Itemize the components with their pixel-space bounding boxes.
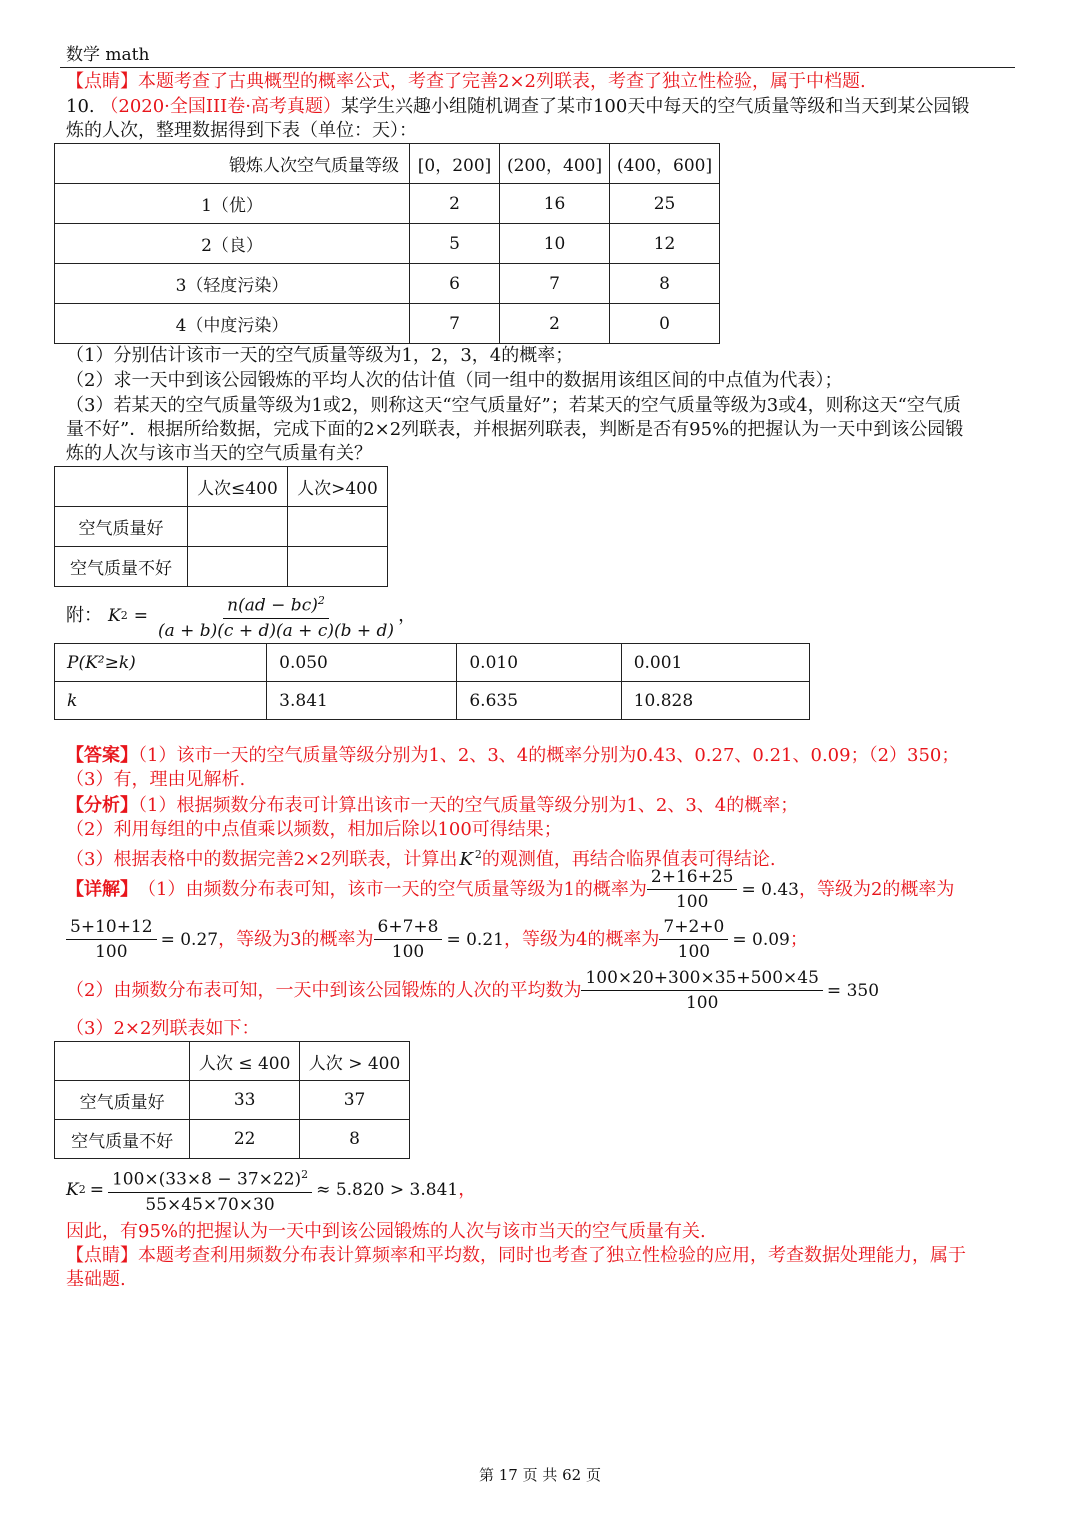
- question-2: （2）求一天中到该公园锻炼的平均人次的估计值（同一组中的数据用该组区间的中点值为代表）；: [66, 370, 843, 391]
- fraction-grade2: $\frac{5+10+12}{100}$: [66, 916, 157, 963]
- table2-col-header: 人次>400: [287, 467, 387, 507]
- table1-cell: 7: [410, 304, 500, 344]
- table1-row-label: 1（优）: [55, 184, 410, 224]
- problem-intro-line2: 炼的人次，整理数据得到下表（单位：天）：: [66, 120, 417, 141]
- fraction-grade3-result: = 0.21: [446, 929, 504, 950]
- table1-cell: 10: [500, 224, 610, 264]
- table2-row-label: 空气质量不好: [55, 547, 188, 587]
- table1-corner-header: 锻炼人次空气质量等级: [55, 144, 410, 184]
- table3-cell: 0.010: [457, 644, 621, 682]
- table1-cell: 5: [410, 224, 500, 264]
- table2-cell: [187, 547, 287, 587]
- table1-col-header: [0，200]: [410, 144, 500, 184]
- table1-row-label: 3（轻度污染）: [55, 264, 410, 304]
- analysis-label: 【分析】: [66, 795, 138, 816]
- problem-intro-line1: [66, 95, 969, 119]
- detail-p2-mid2: ，等级为4的概率为: [503, 928, 660, 950]
- table3-cell: 6.635: [457, 682, 621, 720]
- analysis-text: （1）根据频数分布表可计算出该市一天的空气质量等级分别为1、2、3、4的概率；: [138, 795, 799, 816]
- analysis-line2: （2）利用每组的中点值乘以频数，相加后除以100可得结果；: [66, 819, 562, 840]
- table2-cell: [287, 547, 387, 587]
- detail-p1-text: （1）由频数分布表可知，该市一天的空气质量等级为1的概率为: [138, 878, 647, 900]
- detail-label: 【详解】: [66, 878, 138, 900]
- question-3-line1: （3）若某天的空气质量等级为1或2，则称这天“空气质量好”；若某天的空气质量等级为3或4，则称这天“空气质: [66, 395, 961, 416]
- table4-cell: 22: [190, 1120, 300, 1159]
- table3-row1-label: P(K²≥k): [55, 644, 267, 682]
- formula-suffix: ，: [398, 604, 417, 626]
- formula-denominator: (a + b)(c + d)(a + c)(b + d): [157, 620, 395, 641]
- page-header: 数学 math: [66, 45, 150, 65]
- fraction-grade4: $\frac{7+2+0}{100}$: [659, 916, 728, 963]
- table1-col-header: (400，600]: [610, 144, 720, 184]
- k2-denominator: 55×45×70×30: [145, 1194, 275, 1215]
- answer-text: （1）该市一天的空气质量等级分别为1、2、3、4的概率分别为0.43、0.27、0.21、0.09；（2）350；: [138, 745, 960, 766]
- table4-cell: 8: [300, 1120, 410, 1159]
- table1-row-label: 2（良）: [55, 224, 410, 264]
- detail-p2-end: ；: [789, 928, 808, 950]
- fraction-grade4-result: = 0.09: [732, 929, 790, 950]
- formula-numerator: n(ad − bc)$^2$: [223, 590, 329, 619]
- question-1: （1）分别估计该市一天的空气质量等级为1，2，3，4的概率；: [66, 345, 574, 366]
- table1-cell: 0: [610, 304, 720, 344]
- critical-value-table: [54, 643, 810, 720]
- table1-row-label: 4（中度污染）: [55, 304, 410, 344]
- table1-cell: 2: [410, 184, 500, 224]
- table2-row-label: 空气质量好: [55, 507, 188, 547]
- table4-col-header: 人次 ≤ 400: [190, 1042, 300, 1081]
- table2-col-header: 人次≤400: [187, 467, 287, 507]
- table1-col-header: (200，400]: [500, 144, 610, 184]
- k2-result: ≈ 5.820 > 3.841: [316, 1179, 459, 1200]
- analysis-line1: [66, 794, 798, 818]
- note-line2: 基础题.: [66, 1269, 126, 1290]
- fraction-grade1-result: = 0.43: [741, 879, 799, 900]
- table3-cell: 10.828: [621, 682, 809, 720]
- table1-cell: 6: [410, 264, 500, 304]
- problem-source: （2020·全国III卷·高考真题）: [100, 96, 341, 117]
- problem-intro-text: 某学生兴趣小组随机调查了某市100天中每天的空气质量等级和当天到某公园锻: [340, 96, 970, 117]
- formula-equals: =: [133, 605, 148, 626]
- fraction-mean-result: = 350: [826, 980, 880, 1001]
- analysis-line3-a: （3）根据表格中的数据完善2×2列联表，计算出: [66, 849, 458, 870]
- detail-p1-tail: ，等级为2的概率为: [798, 878, 955, 900]
- table4-cell: 33: [190, 1081, 300, 1120]
- k2-numerator: $100\times(33\times 8 - 37\times 22)^2$: [108, 1164, 312, 1193]
- k2-fraction: [108, 1164, 312, 1216]
- problem-number: 10.: [66, 96, 95, 117]
- detail-line1: [66, 866, 954, 913]
- fraction-grade2-result: = 0.27: [160, 929, 219, 950]
- table4-col-header: 人次 > 400: [300, 1042, 410, 1081]
- frequency-table: [54, 143, 720, 344]
- k2-tail: ，: [458, 1178, 477, 1200]
- detail-line3: [66, 967, 879, 1014]
- table3-row2-label: k: [55, 682, 267, 720]
- contingency-table-filled: [54, 1041, 410, 1159]
- k2-calculation: K 2 = $\frac{100\times(33\times 8 - 37\times 22)^2}{55\times 45\times 70\times 30}$ ≈ 5.820 > 3.841 ，: [66, 1164, 476, 1216]
- question-3-line3: 炼的人次与该市当天的空气质量有关？: [66, 443, 372, 464]
- table3-cell: 0.001: [621, 644, 809, 682]
- table4-cell: 37: [300, 1081, 410, 1120]
- table1-cell: 12: [610, 224, 720, 264]
- k2-formula: [66, 590, 416, 642]
- table4-row-label: 空气质量好: [55, 1081, 190, 1120]
- table3-cell: 0.050: [267, 644, 457, 682]
- table1-cell: 7: [500, 264, 610, 304]
- formula-prefix: 附：: [66, 604, 102, 626]
- detail-p2-mid1: ，等级为3的概率为: [218, 928, 374, 950]
- formula-fraction: [154, 590, 398, 642]
- page-footer: 第 17 页 共 62 页: [478, 1466, 601, 1484]
- conclusion: 因此，有95%的把握认为一天中到该公园锻炼的人次与该市当天的空气质量有关.: [66, 1221, 706, 1242]
- answer-label: 【答案】: [66, 745, 138, 766]
- fraction-grade1: $\frac{2+16+25}{100}$: [647, 866, 738, 913]
- table1-cell: 16: [500, 184, 610, 224]
- formula-lhs: K: [108, 605, 121, 626]
- answer-line1: [66, 744, 959, 768]
- header-divider: [60, 67, 1015, 68]
- table4-corner: [55, 1042, 190, 1081]
- table2-cell: [187, 507, 287, 547]
- table2-cell: [287, 507, 387, 547]
- table1-cell: 2: [500, 304, 610, 344]
- k2-lhs: K: [66, 1179, 79, 1200]
- table1-cell: 8: [610, 264, 720, 304]
- formula-lhs-exponent: 2: [120, 608, 128, 622]
- analysis-line3: （3）根据表格中的数据完善2×2列联表，计算出 K $^2$的观测值，再结合临界值表可得结论.: [66, 848, 776, 870]
- analysis-line3-b: 的观测值，再结合临界值表可得结论.: [481, 849, 776, 870]
- fraction-mean: $\frac{100\times 20+300\times 35+500\times 45}{100}$: [581, 967, 822, 1014]
- detail-p3-text: （2）由频数分布表可知，一天中到该公园锻炼的人次的平均数为: [66, 979, 582, 1001]
- previous-note: 【点睛】本题考查了古典概型的概率公式，考查了完善2×2列联表，考查了独立性检验，属于中档题.: [66, 71, 866, 92]
- table1-cell: 25: [610, 184, 720, 224]
- table3-cell: 3.841: [267, 682, 457, 720]
- detail-line2: [66, 916, 808, 963]
- detail-line4: （3）2×2列联表如下：: [66, 1018, 260, 1039]
- table4-row-label: 空气质量不好: [55, 1120, 190, 1159]
- contingency-table-blank: [54, 466, 388, 587]
- question-3-line2: 量不好”．根据所给数据，完成下面的2×2列联表，并根据列联表，判断是否有95%的把握认为一天中到该公园锻: [66, 419, 964, 440]
- table2-corner: [55, 467, 188, 507]
- k2-equals: =: [89, 1179, 104, 1200]
- fraction-grade3: $\frac{6+7+8}{100}$: [374, 916, 443, 963]
- answer-line2: （3）有，理由见解析.: [66, 769, 246, 790]
- analysis-k: K: [459, 849, 473, 870]
- note-line1: 【点睛】本题考查利用频数分布表计算频率和平均数，同时也考查了独立性检验的应用，考查数据处理能力，属于: [66, 1245, 966, 1266]
